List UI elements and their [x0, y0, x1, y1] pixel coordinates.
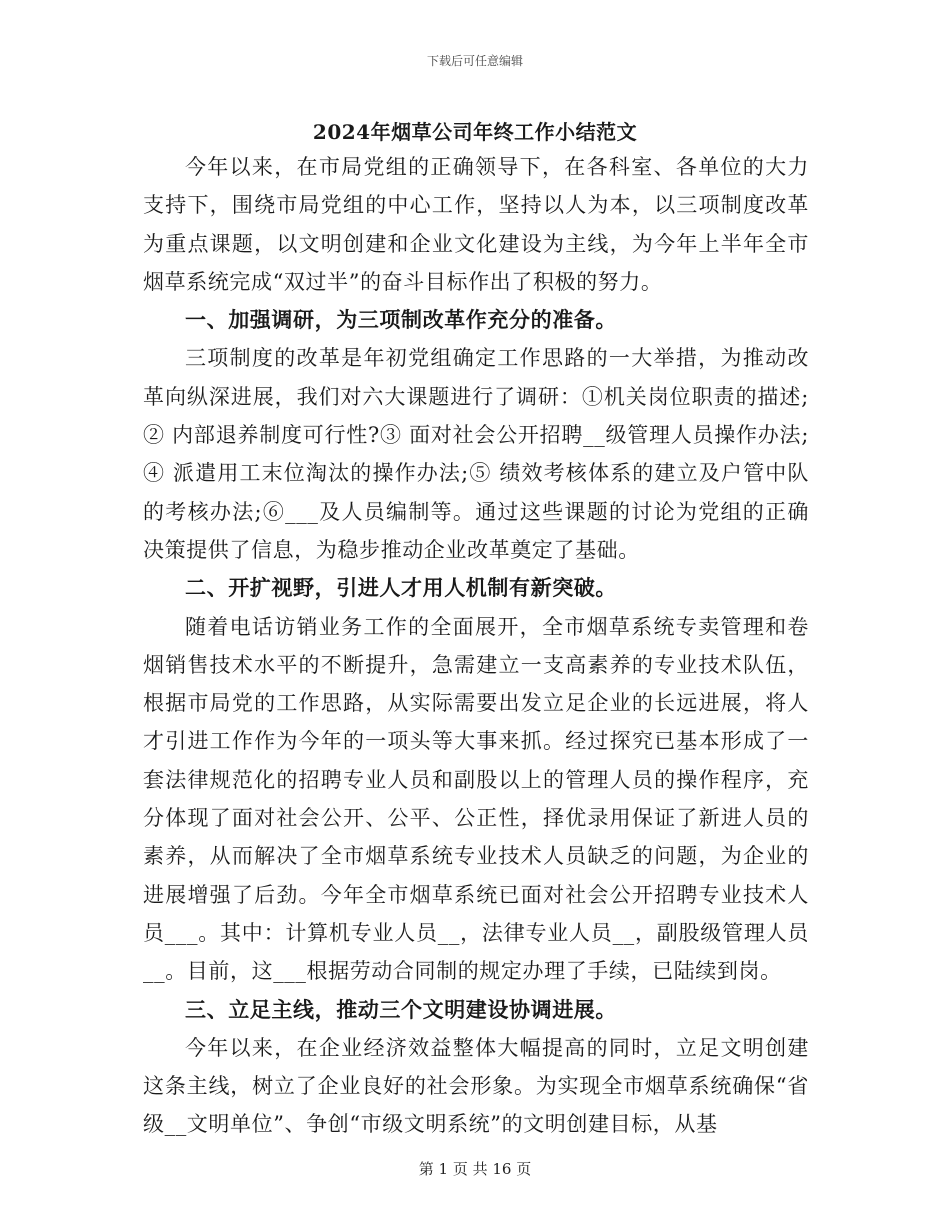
section-heading-1: 一、加强调研，为三项制改革作充分的准备。 [185, 307, 617, 333]
paragraph-intro: 今年以来，在市局党组的正确领导下，在各科室、各单位的大力支持下，围绕市局党组的中心工作，坚持以人为本，以三项制度改革为重点课题，以文明创建和企业文化建设为主线，为今年上半年全市烟草系统完成“双过半”的奋斗目标作出了积极的努力。 [143, 155, 809, 294]
document-body [143, 148, 809, 1144]
paragraph-section-1: 三项制度的改革是年初党组确定工作思路的一大举措，为推动改革向纵深进展，我们对六大课题进行了调研：①机关岗位职责的描述;② 内部退养制度可行性?③ 面对社会公开招聘__级管理人员操作办法;④ 派遣用工末位淘汰的操作办法;⑤ 绩效考核体系的建立及户管中队的考核办法;⑥___及人员编制等。通过这些课题的讨论为党组的正确决策提供了信息，为稳步推动企业改革奠定了基础。 [143, 346, 809, 562]
page-header-note: 下载后可任意编辑 [426, 54, 523, 68]
document-title: 2024年烟草公司年终工作小结范文 [312, 120, 638, 144]
paragraph-section-2: 随着电话访销业务工作的全面展开，全市烟草系统专卖管理和卷烟销售技术水平的不断提升，急需建立一支高素养的专业技术队伍，根据市局党的工作思路，从实际需要出发立足企业的长远进展，将人才引进工作作为今年的一项头等大事来抓。经过探究已基本形成了一套法律规范化的招聘专业人员和副股以上的管理人员的操作程序，充分体现了面对社会公开、公平、公正性，择优录用保证了新进人员的素养，从而解决了全市烟草系统专业技术人员缺乏的问题，为企业的进展增强了后劲。今年全市烟草系统已面对社会公开招聘专业技术人员___。其中：计算机专业人员__，法律专业人员__，副股级管理人员__。目前，这___根据劳动合同制的规定办理了手续，已陆续到岗。 [143, 614, 809, 984]
page-footer-page-number: 第 1 页 共 16 页 [418, 1160, 532, 1178]
section-heading-3: 三、立足主线，推动三个文明建设协调进展。 [185, 996, 617, 1022]
section-heading-2: 二、开扩视野，引进人才用人机制有新突破。 [185, 575, 617, 601]
paragraph-section-3: 今年以来，在企业经济效益整体大幅提高的同时，立足文明创建这条主线，树立了企业良好的社会形象。为实现全市烟草系统确保“省级__文明单位”、争创“市级文明系统”的文明创建目标，从基 [143, 1035, 809, 1137]
